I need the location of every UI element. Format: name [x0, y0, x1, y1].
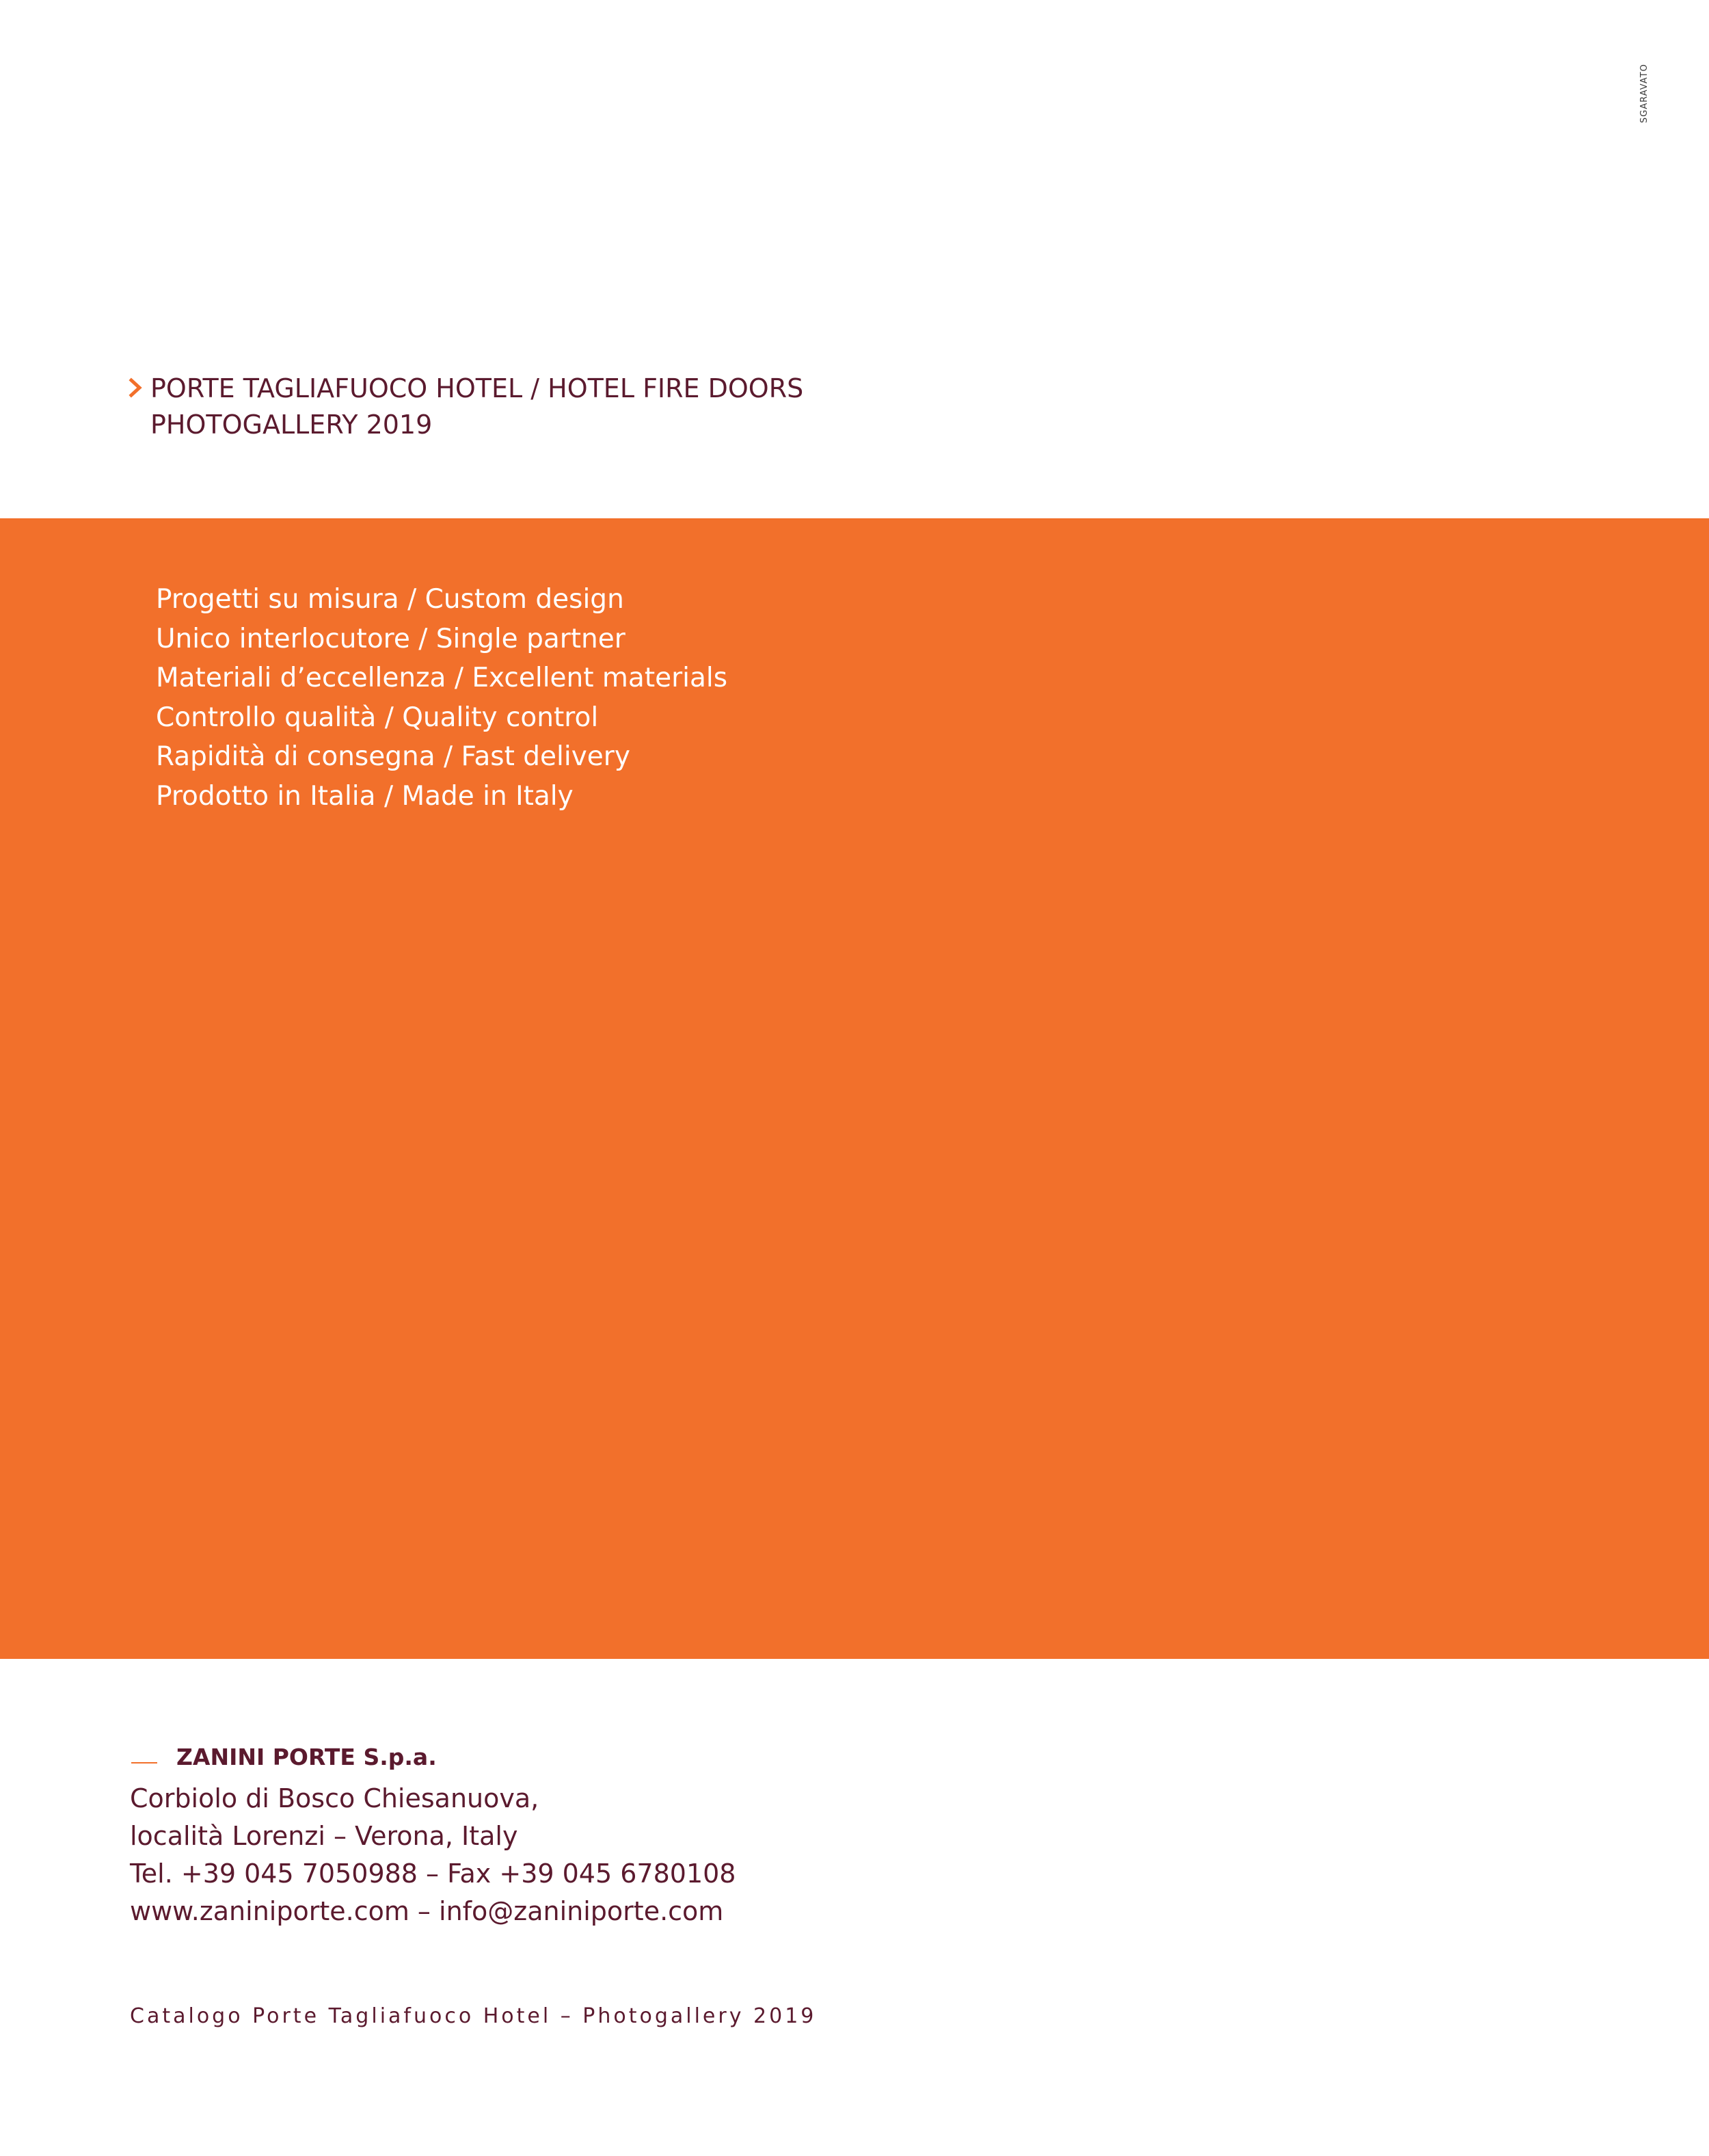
company-name: ZANINI PORTE S.p.a.	[176, 1744, 437, 1770]
catalog-footer-title: Catalogo Porte Tagliafuoco Hotel – Photogallery 2019	[130, 2004, 817, 2028]
phone-fax-line: Tel. +39 045 7050988 – Fax +39 045 6780108	[130, 1859, 736, 1889]
catalog-header	[127, 371, 1084, 443]
feature-item: Rapidità di consegna / Fast delivery	[156, 741, 630, 772]
designer-credit: SGARAVATO	[1639, 64, 1650, 123]
feature-item: Progetti su misura / Custom design	[156, 584, 624, 615]
accent-dash	[131, 1762, 157, 1764]
address-line-1: Corbiolo di Bosco Chiesanuova,	[130, 1783, 539, 1813]
feature-item: Materiali d’eccellenza / Excellent materials	[156, 663, 728, 693]
feature-item: Unico interlocutore / Single partner	[156, 623, 625, 654]
web-email-line: www.zaniniporte.com – info@zaniniporte.com	[130, 1896, 724, 1926]
company-row	[130, 1740, 1019, 1780]
feature-item: Prodotto in Italia / Made in Italy	[156, 780, 574, 812]
chevron-right-icon	[127, 377, 145, 398]
header-subtitle: PHOTOGALLERY 2019	[150, 410, 433, 440]
company-contact	[130, 1740, 1019, 1930]
features-list	[156, 580, 1181, 816]
header-title: PORTE TAGLIAFUOCO HOTEL / HOTEL FIRE DOORS	[150, 373, 804, 403]
address-line-2: località Lorenzi – Verona, Italy	[130, 1821, 518, 1851]
feature-item: Controllo qualità / Quality control	[156, 702, 599, 733]
features-panel	[0, 518, 1709, 1659]
